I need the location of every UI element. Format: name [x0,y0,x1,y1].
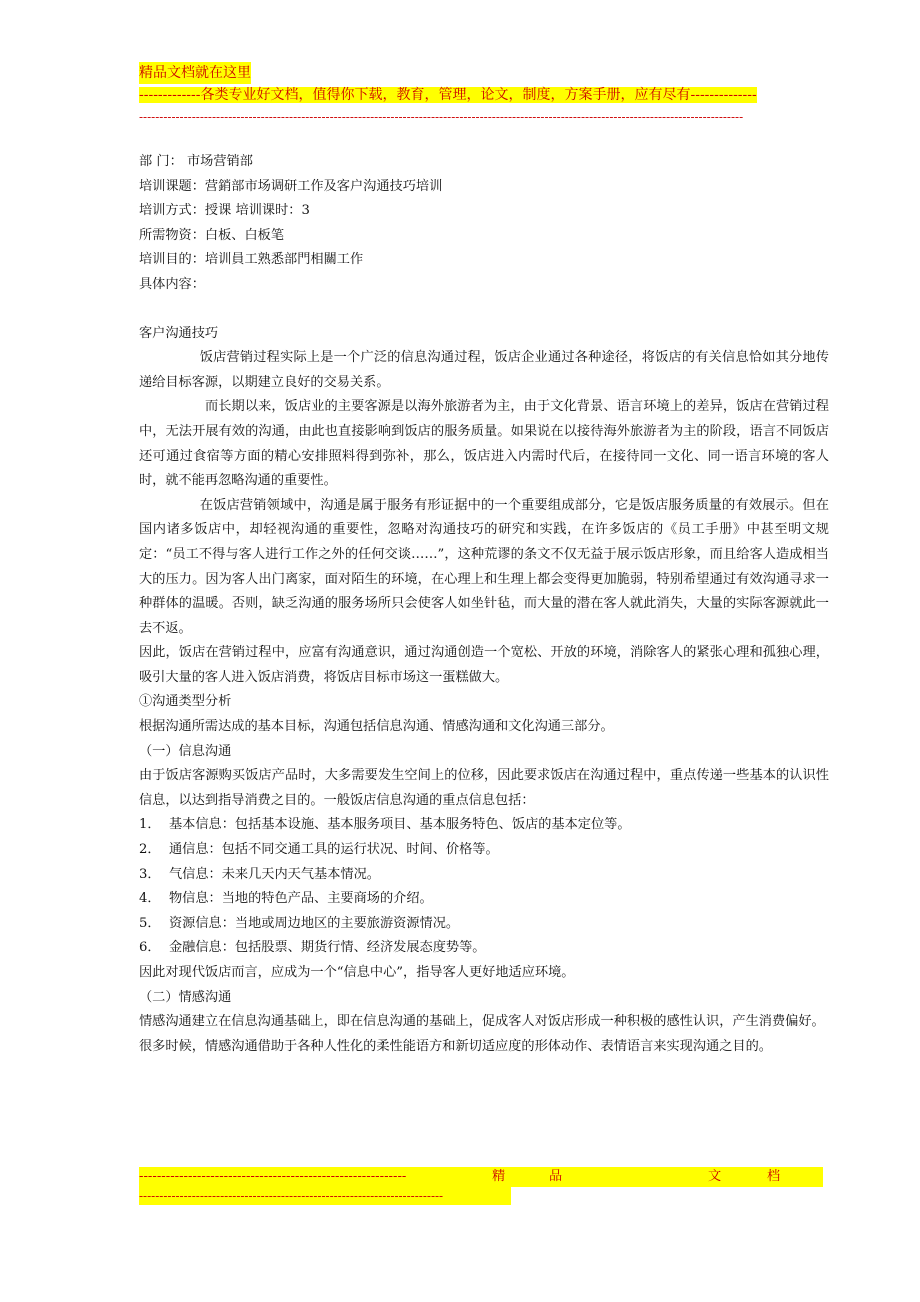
list-item [139,838,829,863]
footer-word-4: 档 [767,1169,781,1184]
list-item-text: 基本信息：包括基本设施、基本服务项目、基本服务特色、饭店的基本定位等。 [169,817,631,833]
footer-word-1: 精 [492,1169,506,1184]
paragraph-3: 在饭店营销领域中，沟通是属于服务有形证据中的一个重要组成部分，它是饭店服务质量的有效展示。但在国内诸多饭店中，却轻视沟通的重要性，忽略对沟通技巧的研究和实践，在许多饭店的《员工手册》中甚至明文规定：“员工不得与客人进行工作之外的任何交谈……”，这种荒谬的条文不仅无益于展示饭店形象，而且给客人造成相当大的压力。因为客人出门离家，面对陌生的环境，在心理上和生理上都会变得更加脆弱，特别希望通过有效沟通寻求一种群体的温暖。否则，缺乏沟通的服务场所只会使客人如坐针毡，而大量的潜在客人就此消失，大量的实际客源就此一去不返。 [139,497,829,636]
paragraph-4: 因此，饭店在营销过程中，应富有沟通意识，通过沟通创造一个宽松、开放的环境，消除客人的紧张心理和孤独心理，吸引大量的客人进入饭店消费，将饭店目标市场这一蛋糕做大。 [139,645,829,685]
paragraph-5: 根据沟通所需达成的基本目标，沟通包括信息沟通、情感沟通和文化沟通三部分。 [139,719,614,735]
list-item [139,813,829,838]
heading-info-communication: （一）信息沟通 [139,743,232,759]
footer-line-1 [139,1167,823,1187]
footer-line-2: --------------------------------------------------------------------------- [139,1187,511,1205]
header-slogan [139,84,789,106]
list-item-number: 4． [139,891,161,907]
list-item-number: 3． [139,866,161,882]
paragraph-8: 情感沟通建立在信息沟通基础上，即在信息沟通的基础上，促成客人对饭店形成一种积极的感性认识，产生消费偏好。 [139,1014,825,1030]
header-divider: ----------------------------------------------------------------------------------------------------------------------------------------------------- [139,110,744,124]
meta-purpose: 培训目的：培训員工熟悉部門相關工作 [139,252,364,268]
document-page [139,62,829,1059]
meta-materials: 所需物资：白板、白板笔 [139,227,285,243]
paragraph-2: 而长期以来，饭店业的主要客源是以海外旅游者为主，由于文化背景、语言环境上的差异，饭店在营销过程中，无法开展有效的沟通，由此也直接影响到饭店的服务质量。如果说在以接待海外旅游者为主的阶段，语言不同饭店还可通过食宿等方面的精心安排照料得到弥补，那么，饭店进入内需时代后，在接待同一文化、同一语言环境的客人时，就不能再忽略沟通的重要性。 [139,399,829,489]
header-title: 精品文档就在这里 [139,62,251,84]
info-list [139,813,829,961]
footer-word-3: 文 [708,1169,722,1184]
list-item-number: 2． [139,842,161,858]
meta-department: 部 门： 市场营销部 [139,154,253,169]
meta-content-label: 具体内容： [139,276,205,292]
paragraph-7: 因此对现代饭店而言，应成为一个“信息中心”，指导客人更好地适应环境。 [139,965,575,980]
meta-block [139,150,829,298]
heading-emotional-communication: （二）情感沟通 [139,989,232,1005]
meta-method: 培训方式：授课 培训课时：3 [139,203,310,219]
list-item-number: 5． [139,915,161,931]
meta-topic: 培训课题：营銷部市场调研工作及客户沟通技巧培训 [139,178,443,194]
list-item-text: 气信息：未来几天内天气基本情况。 [169,866,380,882]
list-item [139,912,829,937]
list-item [139,887,829,912]
list-item-text: 物信息：当地的特色产品、主要商场的介绍。 [169,891,433,907]
footer-dashes-1: ------------------------------------------------------------ [139,1169,407,1184]
paragraph-1: 饭店营销过程实际上是一个广泛的信息沟通过程，饭店企业通过各种途径，将饭店的有关信息恰如其分地传递给目标客源，以期建立良好的交易关系。 [139,350,829,390]
list-item [139,863,829,888]
footer-block [139,1167,823,1205]
list-item-text: 金融信息：包括股票、期货行情、经济发展态度势等。 [169,940,486,956]
section-title: 客户沟通技巧 [139,325,219,341]
heading-communication-types: ①沟通类型分析 [139,694,232,710]
paragraph-9: 很多时候，情感沟通借助于各种人性化的柔性能语方和新切适应度的形体动作、表情语言来实现沟通之目的。 [139,1038,772,1054]
header-block [139,62,829,126]
footer-word-2: 品 [549,1169,563,1184]
list-item-text: 资源信息：当地或周边地区的主要旅游资源情况。 [169,915,460,931]
list-item-number: 6． [139,940,161,956]
list-item-text: 通信息：包括不同交通工具的运行状况、时间、价格等。 [169,842,499,858]
paragraph-6: 由于饭店客源购买饭店产品时，大多需要发生空间上的位移，因此要求饭店在沟通过程中，重点传递一些基本的认识性信息，以达到指导消费之目的。一般饭店信息沟通的重点信息包括： [139,768,829,808]
list-item-number: 1． [139,817,161,833]
list-item [139,936,829,961]
header-slogan-text: -------------各类专业好文档，值得你下载，教育，管理，论文，制度，方案手册，应有尽有-------------- [139,87,757,103]
